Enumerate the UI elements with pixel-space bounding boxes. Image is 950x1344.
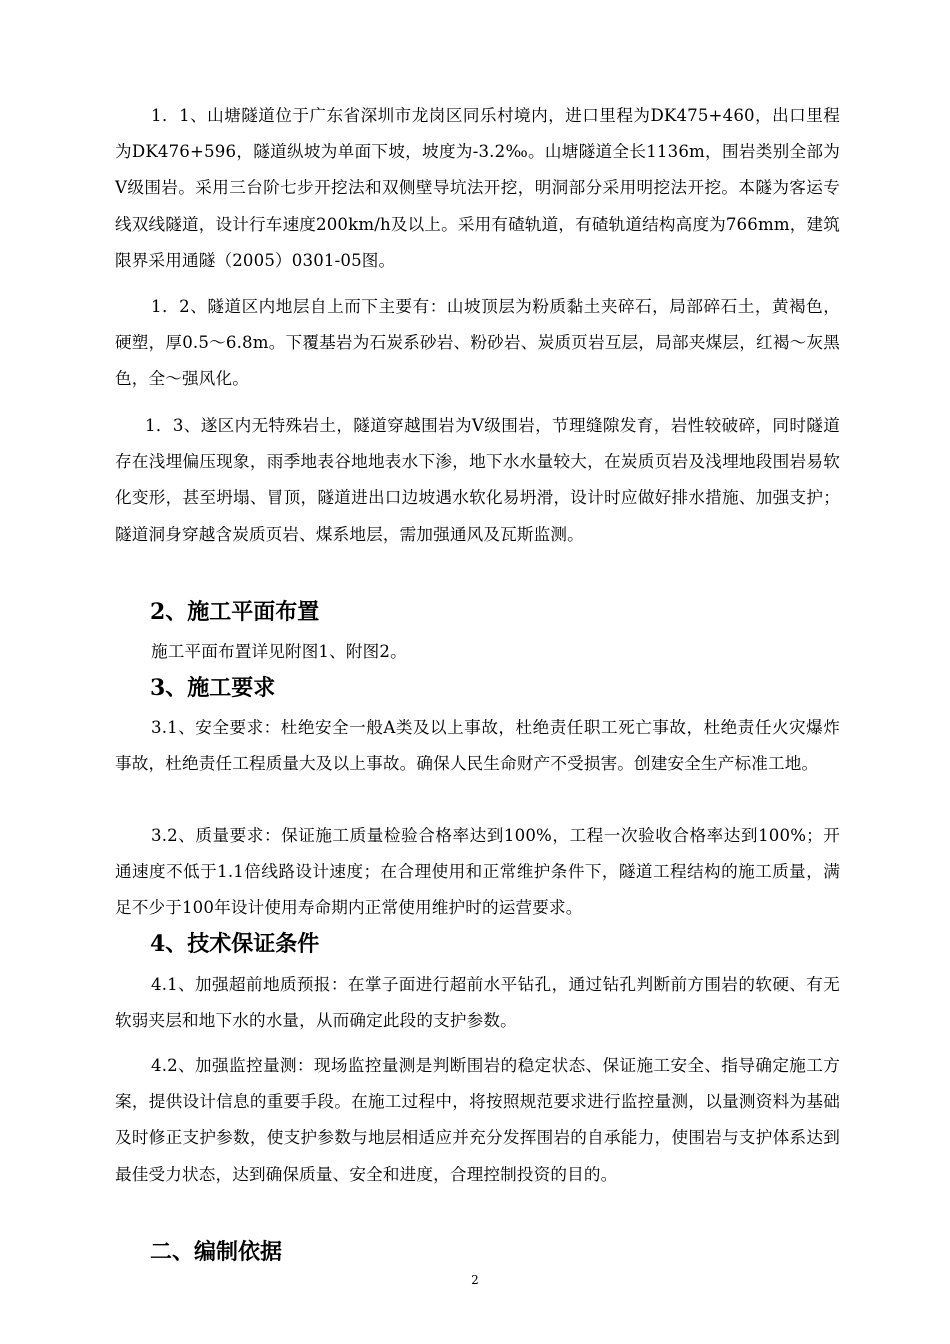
heading-compilation-basis: 二、编制依据 [150,1239,283,1265]
page-number: 2 [471,1273,479,1287]
paragraph-geological-forecast: 4.1、加强超前地质预报：在掌子面进行超前水平钻孔，通过钻孔判断前方围岩的软硬、有无软弱夹层和地下水的水量，从而确定此段的支护参数。 [115,975,840,1031]
paragraph-layout: 施工平面布置详见附图1、附图2。 [151,642,407,661]
paragraph-1-1: 1．1、山塘隧道位于广东省深圳市龙岗区同乐村境内，进口里程为DK475+460，出口里程为DK476+596，隧道纵坡为单面下坡，坡度为-3.2‰。山塘隧道全长1136m，围岩类别全部为Ⅴ级围岩。采用三台阶七步开挖法和双侧壁导坑法开挖，明洞部分采用明挖法开挖。本隧为客运专线双线隧道，设计行车速度200km/h及以上。采用有碴轨道，有碴轨道结构高度为766mm，建筑限界采用通隧（2005）0301-05图。 [115,106,840,270]
heading-construction-requirements: 3、施工要求 [150,675,276,701]
heading-technical-guarantees: 4、技术保证条件 [150,931,320,957]
paragraph-quality-requirements: 3.2、质量要求：保证施工质量检验合格率达到100%，工程一次验收合格率达到100%；开通速度不低于1.1倍线路设计速度；在合理使用和正常维护条件下，隧道工程结构的施工质量，满足不少于100年设计使用寿命期内正常使用维护时的运营要求。 [115,826,840,918]
paragraph-monitoring-measurement: 4.2、加强监控量测：现场监控量测是判断围岩的稳定状态、保证施工安全、指导确定施工方案，提供设计信息的重要手段。在施工过程中，将按照规范要求进行监控量测，以量测资料为基础及时修正支护参数，使支护参数与地层相适应并充分发挥围岩的自承能力，使围岩与支护体系达到最佳受力状态，达到确保质量、安全和进度，合理控制投资的目的。 [115,1056,840,1184]
paragraph-1-2: 1．2、隧道区内地层自上而下主要有：山坡顶层为粉质黏土夹碎石，局部碎石土，黄褐色，硬塑，厚0.5～6.8m。下覆基岩为石炭系砂岩、粉砂岩、炭质页岩互层，局部夹煤层，红褐～灰黑色，全～强风化。 [115,297,840,389]
heading-construction-layout: 2、施工平面布置 [150,599,320,625]
paragraph-safety-requirements: 3.1、安全要求：杜绝安全一般A类及以上事故，杜绝责任职工死亡事故，杜绝责任火灾爆炸事故，杜绝责任工程质量大及以上事故。确保人民生命财产不受损害。创建安全生产标准工地。 [115,718,840,774]
paragraph-1-3: 1．3、遂区内无特殊岩土，隧道穿越围岩为Ⅴ级围岩，节理缝隙发育，岩性较破碎，同时隧道存在浅埋偏压现象，雨季地表谷地地表水下渗，地下水水量较大，在炭质页岩及浅埋地段围岩易软化变形，甚至坍塌、冒顶，隧道进出口边坡遇水软化易坍滑，设计时应做好排水措施、加强支护；隧道洞身穿越含炭质页岩、煤系地层，需加强通风及瓦斯监测。 [115,416,840,544]
